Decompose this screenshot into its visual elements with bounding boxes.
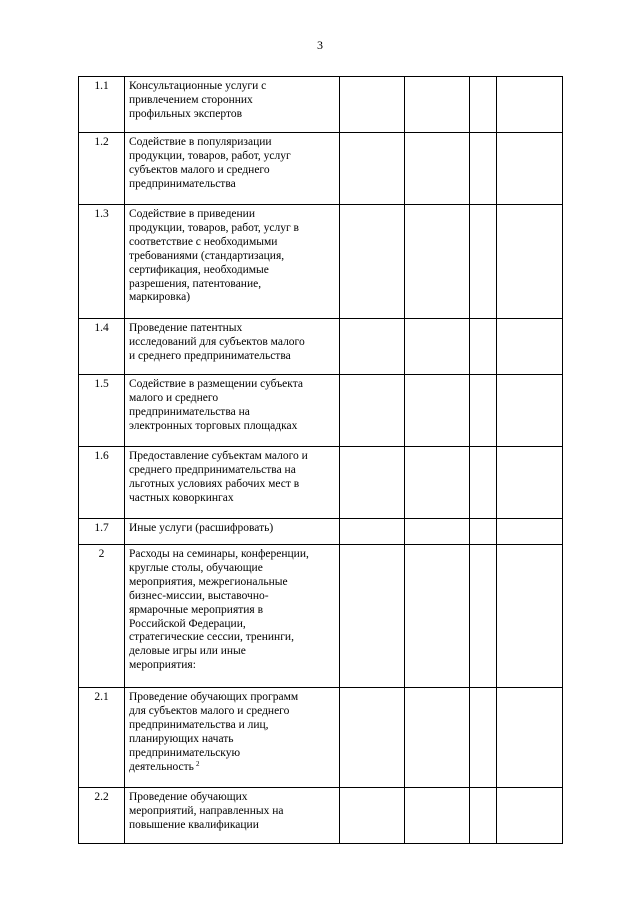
description-line: и среднего предпринимательства	[129, 349, 291, 362]
empty-cell	[470, 688, 497, 788]
description-line: продукции, товаров, работ, услуг	[129, 149, 291, 162]
row-description	[125, 688, 340, 788]
description-line: повышение квалификации	[129, 818, 259, 831]
description-line: исследований для субъектов малого	[129, 335, 305, 348]
empty-cell	[340, 205, 405, 319]
table-row	[79, 545, 563, 688]
empty-cell	[340, 375, 405, 447]
description-line-text: деятельность	[129, 760, 194, 773]
table-row	[79, 519, 563, 545]
empty-cell	[405, 688, 470, 788]
description-line: продукции, товаров, работ, услуг в	[129, 221, 299, 234]
empty-cell	[405, 375, 470, 447]
row-number: 1.1	[79, 77, 125, 133]
empty-cell	[340, 688, 405, 788]
empty-cell	[470, 133, 497, 205]
table-row	[79, 788, 563, 844]
description-line: Российской Федерации,	[129, 617, 246, 630]
table-row	[79, 375, 563, 447]
empty-cell	[470, 519, 497, 545]
empty-cell	[470, 77, 497, 133]
table-row	[79, 447, 563, 519]
row-number: 2.1	[79, 688, 125, 788]
row-number: 1.4	[79, 319, 125, 375]
row-description	[125, 133, 340, 205]
row-description	[125, 447, 340, 519]
empty-cell	[497, 519, 563, 545]
empty-cell	[497, 788, 563, 844]
empty-cell	[497, 133, 563, 205]
description-line: Иные услуги (расшифровать)	[129, 522, 274, 534]
empty-cell	[497, 205, 563, 319]
row-description	[125, 205, 340, 319]
empty-cell	[470, 375, 497, 447]
description-line: предпринимательства	[129, 177, 236, 190]
empty-cell	[497, 77, 563, 133]
description-line: субъектов малого и среднего	[129, 163, 270, 176]
row-number: 1.7	[79, 519, 125, 545]
table-row	[79, 319, 563, 375]
description-line: предпринимательства и лиц,	[129, 718, 269, 731]
description-line: среднего предпринимательства на	[129, 463, 296, 476]
description-line: круглые столы, обучающие	[129, 561, 263, 574]
empty-cell	[470, 545, 497, 688]
empty-cell	[497, 688, 563, 788]
empty-cell	[340, 447, 405, 519]
description-line: сертификация, необходимые	[129, 263, 269, 276]
empty-cell	[405, 77, 470, 133]
description-line: Расходы на семинары, конференции,	[129, 548, 309, 560]
row-number: 2	[79, 545, 125, 688]
table-row	[79, 205, 563, 319]
description-line: малого и среднего	[129, 391, 219, 404]
description-line: Проведение обучающих	[129, 791, 248, 803]
description-line: Проведение обучающих программ	[129, 691, 299, 703]
row-description	[125, 319, 340, 375]
empty-cell	[405, 133, 470, 205]
table-row	[79, 688, 563, 788]
empty-cell	[470, 319, 497, 375]
description-line: предпринимательства на	[129, 405, 250, 418]
empty-cell	[470, 788, 497, 844]
description-line: планирующих начать	[129, 732, 234, 745]
row-description	[125, 519, 340, 545]
expenses-table	[78, 76, 563, 844]
row-description	[125, 788, 340, 844]
description-line: Проведение патентных	[129, 322, 243, 334]
row-number: 2.2	[79, 788, 125, 844]
description-line: соответствие с необходимыми	[129, 235, 278, 248]
description-line: электронных торговых площадках	[129, 419, 298, 432]
footnote-marker: 2	[195, 759, 200, 768]
empty-cell	[340, 319, 405, 375]
row-description	[125, 545, 340, 688]
description-line: маркировка)	[129, 291, 191, 304]
empty-cell	[405, 788, 470, 844]
description-line: Содействие в популяризации	[129, 136, 272, 148]
empty-cell	[405, 545, 470, 688]
empty-cell	[497, 319, 563, 375]
description-line: для субъектов малого и среднего	[129, 704, 290, 717]
description-line: Консультационные услуги с	[129, 80, 267, 92]
row-number: 1.2	[79, 133, 125, 205]
empty-cell	[497, 375, 563, 447]
description-line: мероприятия, межрегиональные	[129, 575, 288, 588]
empty-cell	[405, 319, 470, 375]
empty-cell	[497, 545, 563, 688]
empty-cell	[340, 133, 405, 205]
description-line: предпринимательскую	[129, 746, 241, 759]
empty-cell	[340, 788, 405, 844]
description-line: ярмарочные мероприятия в	[129, 603, 264, 616]
description-line: профильных экспертов	[129, 107, 243, 120]
empty-cell	[340, 545, 405, 688]
expenses-table-body	[79, 77, 563, 844]
empty-cell	[405, 519, 470, 545]
empty-cell	[405, 447, 470, 519]
row-number: 1.3	[79, 205, 125, 319]
description-line: льготных условиях рабочих мест в	[129, 477, 300, 490]
description-line: Предоставление субъектам малого и	[129, 450, 308, 462]
description-line: разрешения, патентование,	[129, 277, 262, 290]
table-row	[79, 77, 563, 133]
description-line: мероприятия:	[129, 659, 196, 672]
row-number: 1.6	[79, 447, 125, 519]
page-number: 3	[317, 38, 323, 52]
description-line: мероприятий, направленных на	[129, 804, 284, 817]
description-line: привлечением сторонних	[129, 93, 253, 106]
empty-cell	[497, 447, 563, 519]
empty-cell	[405, 205, 470, 319]
row-description	[125, 77, 340, 133]
description-line: Содействие в приведении	[129, 208, 255, 220]
empty-cell	[470, 205, 497, 319]
description-line: стратегические сессии, тренинги,	[129, 631, 294, 644]
description-line: деловые игры или иные	[129, 645, 246, 658]
empty-cell	[340, 519, 405, 545]
description-line: бизнес-миссии, выставочно-	[129, 589, 269, 602]
table-row	[79, 133, 563, 205]
row-number: 1.5	[79, 375, 125, 447]
description-line	[129, 761, 335, 775]
description-line: требованиями (стандартизация,	[129, 249, 285, 262]
empty-cell	[470, 447, 497, 519]
description-line: Содействие в размещении субъекта	[129, 378, 303, 390]
description-line: частных коворкингах	[129, 491, 234, 504]
row-description	[125, 375, 340, 447]
empty-cell	[340, 77, 405, 133]
